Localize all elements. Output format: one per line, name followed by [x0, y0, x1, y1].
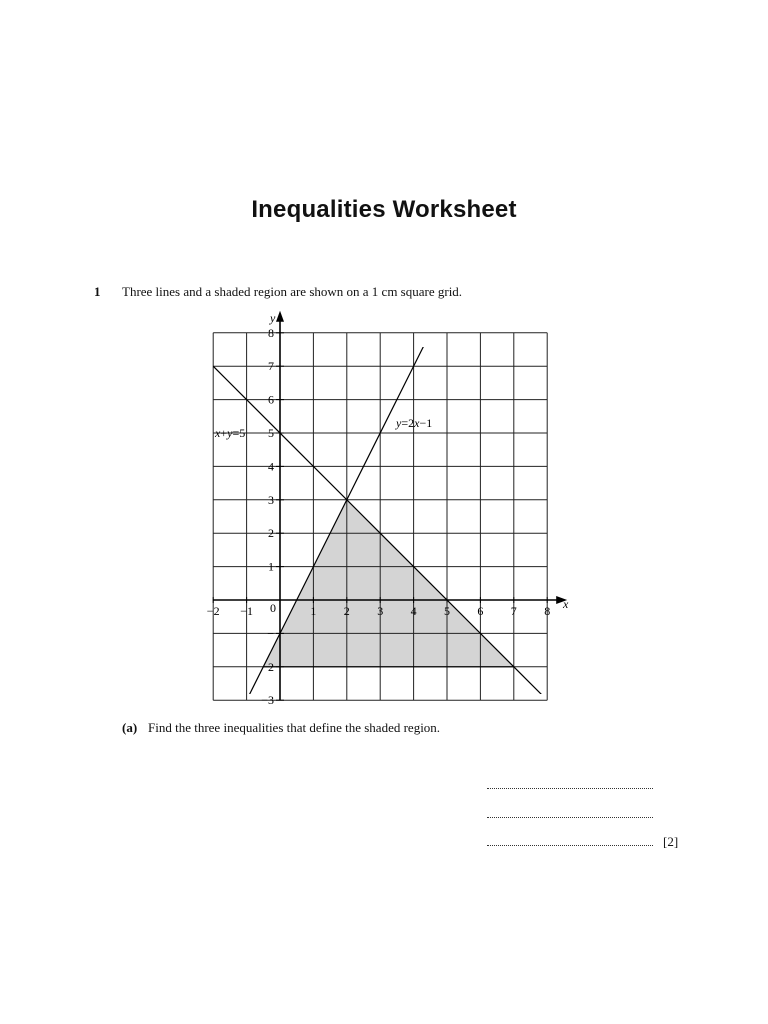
x-axis-label: x	[563, 597, 569, 611]
marks-indicator: [2]	[663, 834, 679, 849]
x-tick-label: 5	[444, 604, 450, 618]
part-a-label: (a)	[122, 720, 138, 735]
y-axis-label: y	[270, 311, 276, 325]
line-label-y-2x-1: y=2x−1	[396, 416, 433, 430]
answer-line-1[interactable]	[487, 788, 653, 789]
line-label-x-plus-y-5: x+y=5	[215, 426, 246, 440]
y-axis-arrow	[276, 311, 284, 322]
y-tick-label: 2	[268, 659, 274, 674]
x-tick-label: 4	[410, 604, 417, 618]
question-text: Three lines and a shaded region are shown on a 1 cm square grid.	[122, 284, 463, 299]
y-tick-label: 5	[268, 426, 274, 440]
y-tick-label: 8	[268, 325, 274, 340]
y-tick-label: 2	[268, 526, 274, 541]
y-tick-label: 4	[268, 459, 274, 474]
x-tick-label: 8	[544, 604, 551, 618]
shaded-region	[263, 500, 514, 667]
y-tick-label: 1	[268, 559, 274, 574]
y-tick-label: 7	[268, 359, 274, 374]
part-a-text: Find the three inequalities that define the shaded region.	[148, 720, 441, 735]
answer-line-2[interactable]	[487, 817, 653, 818]
x-tick-label: −1	[240, 604, 253, 618]
y-tick-label: −3	[261, 693, 274, 708]
origin-label: 0	[270, 601, 276, 615]
x-tick-label: 1	[310, 604, 317, 618]
question-number: 1	[94, 284, 101, 299]
y-tick-label: 6	[268, 392, 274, 407]
y-tick-label: 3	[268, 492, 274, 507]
x-tick-label: 6	[477, 604, 484, 618]
worksheet-title: Inequalities Worksheet	[251, 196, 517, 223]
x-tick-label: 3	[377, 604, 384, 618]
grid	[213, 333, 547, 700]
answer-line-3[interactable]	[487, 845, 653, 846]
x-tick-label: 2	[343, 604, 350, 618]
x-tick-label: −2	[206, 604, 220, 618]
y-tick-label: −	[267, 626, 274, 641]
x-tick-label: 7	[510, 604, 517, 618]
